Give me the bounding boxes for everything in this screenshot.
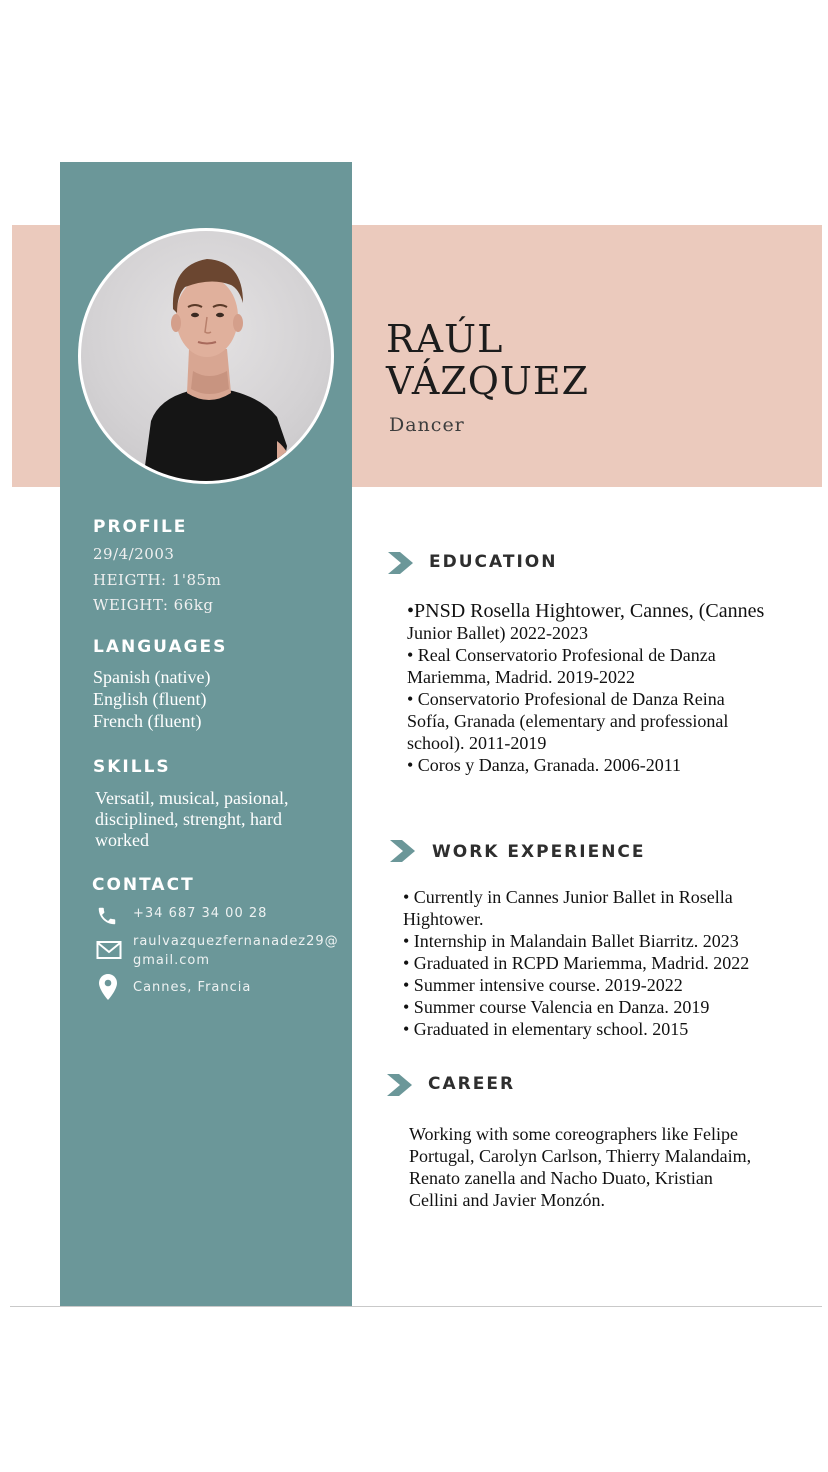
- education-line: • Coros y Danza, Granada. 2006-2011: [407, 755, 682, 775]
- work-line: • Summer course Valencia en Danza. 2019: [403, 997, 710, 1017]
- languages-heading: LANGUAGES: [93, 637, 228, 657]
- location: Cannes, Francia: [133, 980, 252, 995]
- height: HEIGTH: 1'85m: [93, 571, 222, 589]
- weight: WEIGHT: 66kg: [93, 596, 214, 614]
- education-line: Junior Ballet) 2022-2023: [407, 623, 588, 643]
- language-item: Spanish (native): [93, 667, 211, 687]
- education-line: Sofía, Granada (elementary and professional: [407, 711, 729, 731]
- profile-photo-frame: [78, 228, 334, 484]
- work-line: • Internship in Malandain Ballet Biarritz. 2023: [403, 931, 739, 951]
- contact-heading: CONTACT: [92, 875, 195, 895]
- education-line: • Real Conservatorio Profesional de Danza: [407, 645, 716, 665]
- email-line: raulvazquezfernanadez29@: [133, 934, 339, 949]
- skills-text: Versatil, musical, pasional, disciplined, strenght, hard worked: [95, 788, 289, 850]
- work-line: • Summer intensive course. 2019-2022: [403, 975, 683, 995]
- mail-icon: [96, 940, 122, 965]
- skills-heading: SKILLS: [93, 757, 171, 777]
- chevron-icon: [388, 552, 414, 579]
- phone-number[interactable]: +34 687 34 00 28: [133, 906, 268, 921]
- work-line: • Graduated in elementary school. 2015: [403, 1019, 689, 1039]
- candidate-name: [386, 318, 589, 402]
- career-text: [409, 1123, 751, 1211]
- work-line: • Currently in Cannes Junior Ballet in Rosella: [403, 887, 733, 907]
- email-line: gmail.com: [133, 953, 211, 968]
- location-pin-icon: [99, 974, 117, 1005]
- career-line: Portugal, Carolyn Carlson, Thierry Malandaim,: [409, 1146, 752, 1166]
- first-name: RAÚL: [386, 317, 504, 361]
- job-title: Dancer: [389, 414, 465, 436]
- page-bottom-divider: [10, 1306, 822, 1307]
- education-heading: EDUCATION: [429, 552, 558, 572]
- portrait-illustration: [81, 231, 331, 481]
- education-list: [407, 600, 764, 776]
- career-line: Renato zanella and Nacho Duato, Kristian: [409, 1168, 713, 1188]
- career-line: Cellini and Javier Monzón.: [409, 1190, 605, 1210]
- language-item: French (fluent): [93, 711, 202, 731]
- work-experience-list: [403, 886, 749, 1040]
- email-address[interactable]: [133, 932, 339, 970]
- chevron-icon: [387, 1074, 413, 1101]
- education-line: Mariemma, Madrid. 2019-2022: [407, 667, 635, 687]
- work-experience-heading: WORK EXPERIENCE: [432, 842, 646, 862]
- work-line: Hightower.: [403, 909, 484, 929]
- profile-photo: [81, 231, 331, 481]
- birthdate: 29/4/2003: [93, 545, 175, 563]
- career-line: Working with some coreographers like Felipe: [409, 1124, 738, 1144]
- phone-icon: [96, 905, 118, 932]
- last-name: VÁZQUEZ: [386, 359, 590, 403]
- education-line: •PNSD Rosella Hightower, Cannes, (Cannes: [407, 600, 765, 622]
- language-item: English (fluent): [93, 689, 207, 709]
- education-line: • Conservatorio Profesional de Danza Reina: [407, 689, 725, 709]
- chevron-icon: [390, 840, 416, 867]
- education-line: school). 2011-2019: [407, 733, 547, 753]
- profile-heading: PROFILE: [93, 517, 188, 537]
- work-line: • Graduated in RCPD Mariemma, Madrid. 2022: [403, 953, 750, 973]
- career-heading: CAREER: [428, 1074, 516, 1094]
